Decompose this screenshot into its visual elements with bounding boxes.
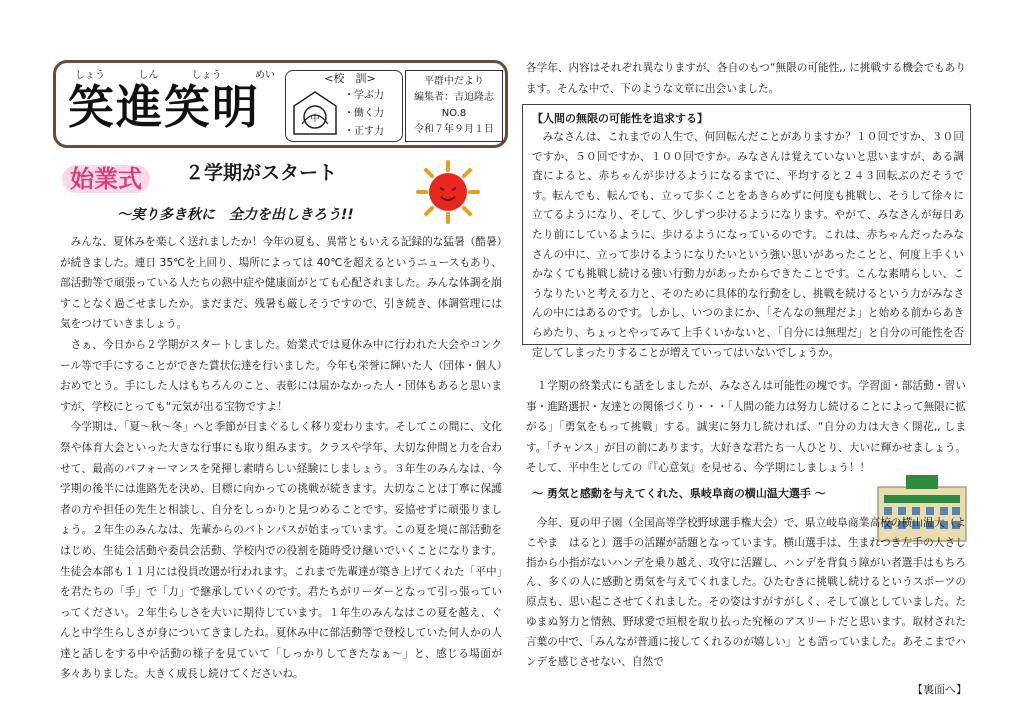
editor: 編集者：吉迫隆志 [414,92,494,103]
school-emblem-icon [292,90,338,136]
ruby-1: しょう [75,70,105,81]
title-ruby [75,66,275,81]
issue-date: 令和７年９月１日 [414,124,494,135]
section-heading: ２学期がスタート [185,162,338,184]
motto-item-1: ・学ぶ力 [344,90,384,101]
newsletter-title: 笑進笑明 [68,80,260,134]
quote-box-body [532,128,964,363]
section-subheading: ～実り多き秋に 全力を出しきろう!! [117,207,354,223]
article-heading: ～ 勇気と感動を与えてくれた、県岐阜商の横山温大選手 ～ [532,487,826,500]
closing-section [526,376,966,479]
paragraph-2: さぁ、今日から２学期がスタートしました。始業式では夏休み中に行われた大会やコンクール等で手にすることができた賞状伝達を行いました。今年も栄誉に輝いた人（団体・個人）おめでとう。手にした人はもちろんのこと、表彰には届かなかった人・団体もあると思いますが、学校にとっても“元気が出る宝物ですよ！ [60,338,502,413]
motto-item-3: ・正す力 [344,126,384,137]
quote-box-text: みなさんは、これまでの人生で、何回転んだことがありますか？１０回ですか、３０回ですか、５０回ですか、１００回ですか。みなさんは覚えていないと思いますが、ある調査によると、赤ちゃんが歩けるようになるまでに、平均すると２４３回転ぶのだそうです。転んでも、転んでも、立って歩くことをあきらめずに何度も挑戦し、そうして徐々に立てるようになり、そして、少しずつ歩けるようになります。やがて、みなさんが毎日あたり前にしているように、歩けるようになっているのです。これは、赤ちゃんだったみなさんの中に、立って歩けるようになりたいという強い思いがあったことと、何度上手くいかなくても挑戦し続ける強い行動力があったからできたことです。こんな素晴らしい、こうなりたいと考える力と、そのために具体的な行動をし、挑戦を続けるという力がみなさんの中にはあるのです。しかし、いつのまにか、「そんなの無理だよ」と始める前からあきらめたり、ちょっとやってみて上手くいかないと、「自分には無理だ」と自分の可能性を否定してしまったりすることが増えていってはいないでしょうか。 [532,131,964,359]
ruby-2: しん [138,70,159,81]
quote-box-title: 【人間の無限の可能性を追求する】 [532,112,708,125]
sun-illustration-icon [416,160,480,224]
issue-number: NO.8 [441,108,467,119]
ruby-4: めい [254,70,275,81]
paragraph-3: 今学期は、「夏～秋～冬」へと季節が目まぐるしく移り変わります。そしてこの間に、文化祭や体育大会といった大きな行事にも取り組みます。クラスや学年、大切な仲間と力を合わせて、最高のパフォーマンスを発揮し素晴らしい経験にしましょう。３年生のみんなは、今学期の後半には進路先を決め、目標に向かっての挑戦が続きます。大切なことは丁寧に保護者の方や担任の先生と相談し、自分をしっかりと見つめることです。妥協せずに頑張りましょう。２年生のみんなは、先輩からのバトンパスが始まっています。この夏を境に部活動をはじめ、生徒会活動や委員会活動、学校内での役割を随時受け継いでいくことになります。生徒会本部も１１月には役員改選が行われます。これまで先輩達が築き上げてくれた「平中」を君たちの「手」で「力」で継承していくのです。君たちがリーダーとなって引っ張っていってください。２年生らしさを大いに期待しています。１年生のみんなはこの夏を越え、ぐんと中学生らしさが身についてきましたね。夏休み中に部活動等で登校していた何人かの人達と話しをする中や活動の様子を見ていて「しっかりしてきたなぁ～」と、感じる場面が多々ありました。大きく成長し続けてくださいね。 [60,421,502,681]
paragraph-1: みんな、夏休みを楽しく送れましたか！今年の夏も、異常ともいえる記録的な猛暑（酷暑）が続きました。連日 35℃を上回り、場所によっては 40℃を超えるというニュースもあり、部活動等で頑張っている人たちの熱中症や健康面がとても心配されました。みんな体調を崩すことなく過ごせましたか。まだまだ、残暑も厳しそうですので、引き続き、体調管理には気をつけていきましょう。 [60,236,502,331]
intro-text: 各学年、内容はそれぞれ異なりますが、各自のもつ“無限の可能性,, に挑戦する機会でもあります。そんな中で、下のような文章に出会いました。 [526,62,966,95]
newsletter-name: 平群中だより [424,76,484,87]
right-intro [526,58,966,99]
article-text: 今年、夏の甲子園（全国高等学校野球選手権大会）で、県立岐阜商業高校の横山温大（よこやま はると）選手の活躍が話題となっています。横山選手は、生まれつき左手の人さし指から小指がないハンデを乗り越え、攻守に活躍し、ハンデを背負う障がい者選手はもちろん、多くの人に感動と勇気を与えてくれました。ひたむきに挑戦し続けるというスポーツの原点も、思い起こさせてくれました。その姿はすがすがしく、そして凛としていました。たゆまぬ努力と情熱、野球愛で垣根を取り払った究極のアスリートだと思います。取材された言葉の中で、「みんなが普通に接してくれるのが嬉しい」とも語っていました。あそこまでハンデを感じさせない、自然で [526,517,966,668]
article-body [526,514,966,672]
motto-title: <校 訓> [324,72,376,85]
ruby-3: しょう [191,70,222,81]
svg-text:中: 中 [310,114,320,124]
continue-marker: 【裏面へ】 [912,683,967,696]
motto-item-2: ・働く力 [344,108,384,119]
left-column-body [60,232,502,685]
ceremony-tag: 始業式 [62,165,150,193]
closing-text: １学期の終業式にも話をしましたが、みなさんは可能性の塊です。学習面・部活動・習い事・進路選択・友達との関係づくり・・・「人間の能力は努力し続けることによって無限に拡がる」「勇気をもって挑戦」する。誠実に努力し続ければ、“自分の力は大きく開花,, します。「チャンス」が目の前にあります。大好きな君たち一人ひとり、大いに輝かせましょう。そして、平中生としての『『心意気』を見せる、今学期にしましょう！！ [526,380,966,475]
